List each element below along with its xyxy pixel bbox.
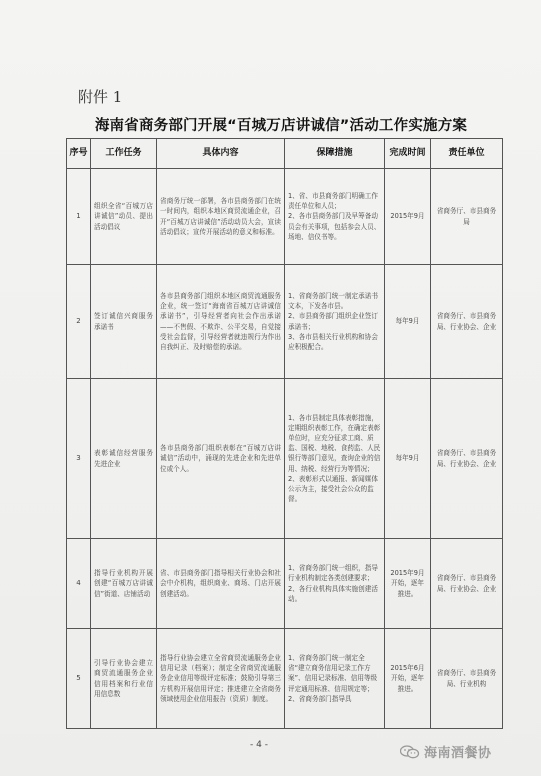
row-task: 组织全省“百城万店讲诚信”动员、提出活动倡议 [91,169,157,265]
table-row [67,169,503,265]
row-num: 3 [67,379,91,539]
row-unit: 省商务厅、市县商务局、行业协会、企业 [431,379,503,539]
page-number: - 4 - [250,740,268,750]
document-title: 海南省商务部门开展“百城万店讲诚信”活动工作实施方案 [94,118,468,134]
row-content: 各市县商务部门组织表彰在“百城万店讲诚信”活动中，涌现的先进企业和先进单位或个人。 [157,379,285,539]
row-content: 省商务厅统一部署，各市县商务部门在统一时间内，组织本地区商贸流通企业，召开“百城万店讲诚信”活动动员大会，宣读活动倡议；宣传开展活动的意义和标准。 [157,169,285,265]
row-content: 各市县商务部门组织本地区商贸流通服务企业，统一签订“海南省百城万店讲诚信承诺书”，引导经营者向社会作出承诺——不售假、不欺诈、公平交易，自觉接受社会监督，引导经营者就违规行为作出自我纠正、及时赔偿的承诺。 [157,265,285,379]
row-time: 2015年9月开始，逐年推进。 [385,539,431,629]
row-content: 省、市县商务部门指导相关行业协会和社会中介机构，组织商业、商场、门店开展创建活动。 [157,539,285,629]
row-unit: 省商务厅、市县商务局、行业协会、企业 [431,539,503,629]
row-num: 2 [67,265,91,379]
row-measures: 1、各市县制定具体表彰措施，定期组织表彰工作，在确定表彰单位时，应充分征求工商、质监、国税、地税、食药监、人民银行等部门意见，查询企业的信用、纳税、经营行为等情况； 2、表彰形式以通报、新闻媒体公示为主，接受社会公众的监督。 [285,379,385,539]
attachment-label: 附件 1 [78,88,123,106]
table-row [67,629,503,729]
row-time: 每年9月 [385,379,431,539]
row-measures: 1、省、市县商务部门明确工作责任单位和人员； 2、各市县商务部门及早筹备动员会有关事项，包括参会人员、场地、信仪书等。 [285,169,385,265]
header-time: 完成时间 [385,139,431,169]
row-unit: 省商务厅、市县商务局、行业机构 [431,629,503,729]
row-task: 表彰诚信经营服务先进企业 [91,379,157,539]
row-unit: 省商务厅、市县商务局、行业协会、企业 [431,265,503,379]
watermark [400,742,492,761]
plan-table [66,138,503,729]
watermark-text: 海南酒餐协 [424,746,492,761]
header-num: 序号 [67,139,91,169]
table-row [67,539,503,629]
row-task: 引导行业协会建立商贸流通服务企业信用档案和行业信用信息数 [91,629,157,729]
row-measures: 1、省商务部门统一制定承诺书文本，下发各市县。 2、市县商务部门组织企业签订承诺书； 3、各市县相关行业机构和协会应积极配合。 [285,265,385,379]
table-row [67,265,503,379]
row-task: 签订诚信兴商服务承诺书 [91,265,157,379]
row-num: 5 [67,629,91,729]
row-time: 每年9月 [385,265,431,379]
row-time: 2015年6月开始，逐年推进。 [385,629,431,729]
row-measures: 1、省商务部门统一制定全省“建立商务信用记录工作方案”、信用记录标准、信用等级评定通用标准、信用规定等； 2、省商务部门指导具 [285,629,385,729]
header-measures: 保障措施 [285,139,385,169]
row-unit: 省商务厅、市县商务局 [431,169,503,265]
row-content: 指导行业协会建立全省商贸流通服务企业信用记录（档案）；制定全省商贸流通服务企业信用等级评定标准；鼓励引导第三方机构开展信用评定；推进建立全省商务领域使用企业信用报告（资质）制度。 [157,629,285,729]
header-task: 工作任务 [91,139,157,169]
header-content: 具体内容 [157,139,285,169]
row-time: 2015年9月 [385,169,431,265]
table-header-row [67,139,503,169]
table-row [67,379,503,539]
row-measures: 1、省商务部门统一组织，指导行业机构制定各类创建要求； 2、各行业机构具体实施创建活动。 [285,539,385,629]
header-unit: 责任单位 [431,139,503,169]
row-num: 1 [67,169,91,265]
row-task: 指导行业机构开展创建“百城万店讲诚信”街道、店铺活动 [91,539,157,629]
wechat-icon [400,745,420,759]
row-num: 4 [67,539,91,629]
